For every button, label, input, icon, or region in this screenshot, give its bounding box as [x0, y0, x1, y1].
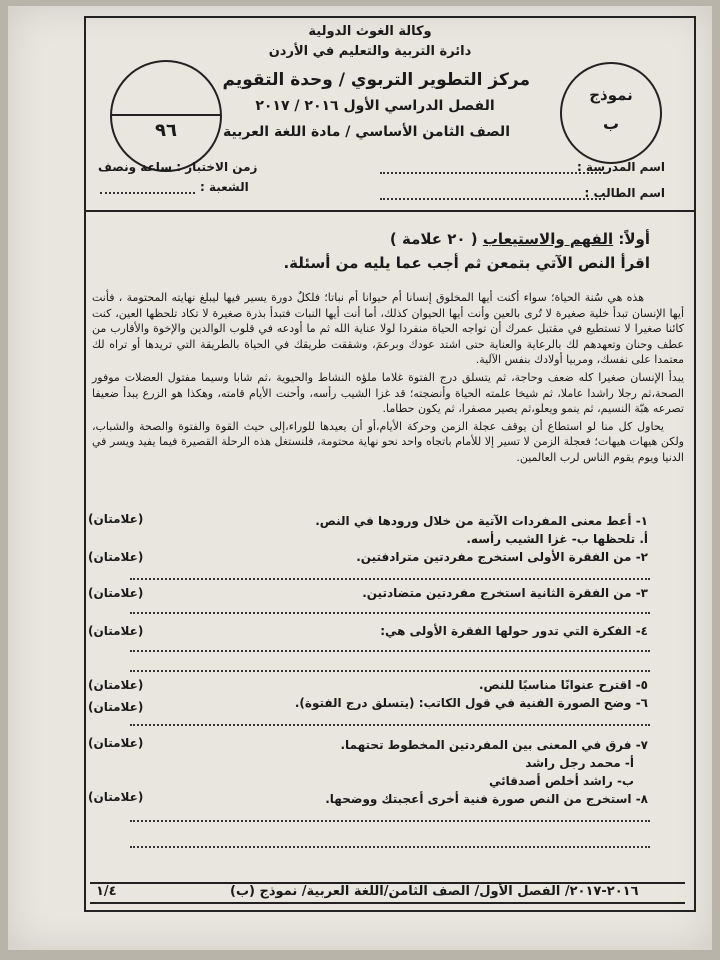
question-number: ٦-: [635, 696, 648, 710]
section-label: الشعبة :: [200, 180, 249, 194]
section-number: أولاً:: [618, 230, 650, 248]
question-1: [315, 514, 648, 528]
answer-line[interactable]: [130, 650, 650, 652]
reading-instruction: اقرأ النص الآتي بتمعن ثم أجب عما يليه من أسئلة.: [283, 254, 650, 272]
question-text: من الفقرة الأولى استخرج مفردتين مترادفتين.: [356, 550, 632, 564]
section-title: الفهم والاستيعاب: [482, 230, 614, 248]
model-circle: [560, 62, 662, 164]
school-field[interactable]: [380, 172, 605, 174]
question-number: ١-: [635, 514, 648, 528]
question-2: [356, 550, 648, 564]
question-number: ٣-: [635, 586, 648, 600]
question-5: [479, 678, 648, 692]
question-3-marks: (علامتان): [88, 586, 144, 600]
student-field[interactable]: [380, 198, 605, 200]
paragraph-3: يحاول كل منا لو استطاع أن يوقف عجلة الزمن وحركة الأيام،أو أن يعيدها للوراء،إلى حيث القوة والفتوة والصحة والشباب، ولكن هيهات هيهات؛ فعجلة الزمن لا تسير إلا للأمام باتجاه واحد نحو نهاية محتومة، فلنستغل هذه الرحلة القصيرة فيما يفيد ويسر في الدنيا ويوم يقوم الناس لرب العالمين.: [92, 419, 684, 464]
question-2-marks: (علامتان): [88, 550, 144, 564]
question-4: [380, 624, 648, 638]
page-number: ١/٤: [96, 884, 117, 899]
answer-line[interactable]: [130, 820, 650, 822]
answer-line[interactable]: [130, 724, 650, 726]
center-name: مركز التطوير التربوي / وحدة التقويم: [222, 70, 530, 90]
question-number: ٧-: [635, 738, 648, 752]
student-label: اسم الطالب :: [584, 186, 665, 200]
duration-label: زمن الاختبار : ساعة ونصف: [98, 160, 258, 174]
answer-line[interactable]: [130, 578, 650, 580]
section-heading: [390, 230, 650, 248]
question-text: فرق في المعنى بين المفردتين المخطوط تحتهما.: [340, 738, 632, 752]
question-8: [325, 792, 648, 806]
question-number: ٢-: [635, 550, 648, 564]
question-7-item-b: ب- راشد أخلص أصدقائي: [488, 774, 634, 788]
question-text: من الفقرة الثانية استخرج مفردتين متضادتين.: [362, 586, 632, 600]
question-number: ٨-: [635, 792, 648, 806]
question-4-marks: (علامتان): [88, 624, 144, 638]
question-1-items: أ. تلحظها ب- غزا الشيب رأسه.: [466, 532, 648, 546]
question-text: أعط معنى المفردات الآتية من خلال ورودها في النص.: [315, 514, 632, 528]
question-text: استخرج من النص صورة فنية أخرى أعجبتك ووضحها.: [325, 792, 632, 806]
question-7: [341, 738, 649, 752]
reading-passage: [92, 290, 684, 466]
model-letter: ب: [602, 114, 620, 133]
answer-line[interactable]: [130, 612, 650, 614]
section-score: ( ٢٠ علامة ): [389, 230, 478, 248]
score-divider: [112, 114, 220, 116]
question-1-marks: (علامتان): [88, 512, 144, 526]
answer-line[interactable]: [130, 846, 650, 848]
question-text: وضح الصورة الفنية في قول الكاتب: (يتسلق درج الفتوة).: [294, 696, 632, 710]
question-number: ٤-: [635, 624, 648, 638]
question-6: [295, 696, 648, 710]
paragraph-1: هذه هي سُنة الحياة؛ سواء أكنت أيها المخلوق إنسانا أم حيوانا أم نباتا؛ فلكلٌ دورة يسير فيها ليبلغ نهايته المحتومة ، فأنت أيها الإنسان تبدأ خلية صغيرة لا تُرى بالعين وأنت أيها الحيوان كذلك، أما أنت أيها النبات فتبدأ بذرة صغيرة لا تكاد تلحظها العين، كنت كائنا صغيرا لا تستطيع في مقتبل عمرك أن تواجه الحياة منفردا لولا عناية الله ثم ما أودعه في قلوب الوالدين والإخوة والأقارب من عطف وحنان وتعهدهم لك بالرعاية والعناية حتى اشتد عودك وبرعمَ، وشققت طريقك في الحياة بالطريقة التي تريدها أو تراه لك معتمدا على نفسك، ومربيا أولادك بنفس الآلية.: [92, 291, 684, 367]
paragraph-2: يبدأ الإنسان صغيرا كله ضعف وحاجة، ثم يتسلق درج الفتوة غلاما ملؤه النشاط والحيوية ،ثم شابا وسيما مفتول العضلات موفور الصحة،ثم رجلا راشدا عاملا، ثم شيخا علمته الحياة وأنضجته؛ قد غزا الشيب رأسه، وأحنت الأيام قامته، وهكذا هو الزرع يبدأ ضعيفا تصرعه هبّة النسيم، ثم ينمو ويعلو،ثم يصير مصفرا، ثم يكون حطاما.: [92, 370, 684, 416]
question-6-marks: (علامتان): [88, 700, 144, 714]
department-name: دائرة التربية والتعليم في الأردن: [268, 44, 472, 59]
footer-text: ٢٠١٦-٢٠١٧/ الفصل الأول/ الصف الثامن/اللغة العربية/ نموذج (ب): [230, 884, 639, 899]
question-text: اقترح عنوانًا مناسبًا للنص.: [478, 678, 632, 692]
semester-line: الفصل الدراسي الأول ٢٠١٦ / ٢٠١٧: [255, 98, 495, 114]
header-separator: [84, 210, 696, 212]
question-8-marks: (علامتان): [88, 790, 144, 804]
school-label: اسم المدرسة :: [576, 160, 665, 174]
question-text: الفكرة التي تدور حولها الفقرة الأولى هي:: [380, 624, 632, 638]
question-number: ٥-: [635, 678, 648, 692]
answer-line[interactable]: [130, 670, 650, 672]
section-field[interactable]: [100, 192, 195, 194]
score-total: ٩٦: [155, 120, 177, 141]
grade-subject-line: الصف الثامن الأساسي / مادة اللغة العربية: [222, 124, 510, 140]
agency-name: وكالة الغوث الدولية: [308, 24, 432, 39]
model-label: نموذج: [589, 86, 633, 104]
question-3: [362, 586, 648, 600]
question-7-marks: (علامتان): [88, 736, 144, 750]
question-5-marks: (علامتان): [88, 678, 144, 692]
question-7-item-a: أ- محمد رجل راشد: [525, 756, 634, 770]
score-circle: [110, 60, 222, 172]
